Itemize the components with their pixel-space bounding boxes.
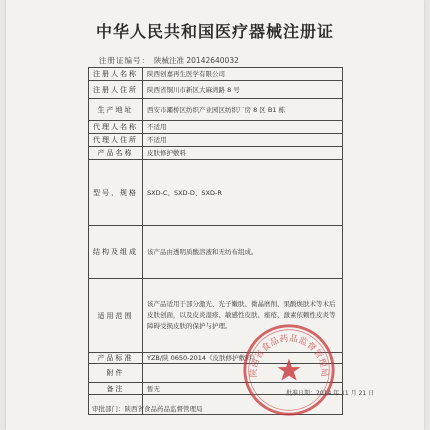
row-value: 陕西创嘉再生医学有限公司 [143, 68, 343, 81]
row-label: 代理人住所 [89, 134, 143, 147]
row-label: 备注 [89, 383, 143, 395]
row-label: 型号、规格 [89, 160, 143, 226]
row-value: SXD-C、SXD-D、SXD-R [143, 160, 343, 226]
row-value: 皮肤修护敷料 [143, 147, 343, 160]
official-seal-stamp [241, 322, 337, 418]
row-value: 该产品由透明质酸溶液和无纺布组成。 [143, 226, 343, 279]
row-value: 该产品适用于部分激光、光子嫩肤、微晶磨削、果酸焕肤术等术后皮肤创面，以及皮炎湿疹、敏感性皮肤、痤疮、激素依赖性皮炎等障碍受损皮肤的保护与护理。 [143, 279, 343, 353]
table-row [89, 121, 343, 134]
row-label: 附件 [89, 364, 143, 383]
row-value: 陕西省铜川市新区大麻湾路 8 号 [143, 81, 343, 99]
row-value: 不适用 [143, 134, 343, 147]
row-value: YZB/陕 0650-2014《皮肤修护敷料》 [143, 353, 343, 364]
star-icon [277, 358, 300, 380]
table-row [89, 81, 343, 99]
table-row [89, 160, 343, 226]
approval-date: 批准日期：2014 年 11 月 21 日 [286, 390, 375, 397]
row-label: 注册人名称 [89, 68, 143, 81]
row-value: 不适用 [143, 121, 343, 134]
table-row [89, 68, 343, 81]
table-row [89, 99, 343, 121]
approval-department: 审批部门：陕西省食品药品监督管理局 [92, 405, 203, 413]
document-title: 中华人民共和国医疗器械注册证 [95, 22, 334, 41]
table-row [89, 226, 343, 279]
row-value: 西安市灞桥区纺织产业园区纺织厂房 8 区 B1 栋 [143, 99, 343, 121]
row-label: 适用范围 [89, 279, 143, 353]
table-row [89, 147, 343, 160]
row-label: 代理人名称 [89, 121, 143, 134]
row-label: 产品标准 [89, 353, 143, 364]
row-label: 注册人住所 [89, 81, 143, 99]
row-label: 产品名称 [89, 147, 143, 160]
cert-number-label: 注册证编号： [99, 56, 150, 65]
row-label: 生产地址 [89, 99, 143, 121]
row-value: 暂无 [143, 383, 343, 395]
cert-number-value: 陕械注准 20142640032 [152, 55, 252, 68]
table-row [89, 134, 343, 147]
seal-text: 陕西省食品药品监督管理局 [249, 333, 329, 378]
row-label: 结构及组成 [89, 226, 143, 279]
